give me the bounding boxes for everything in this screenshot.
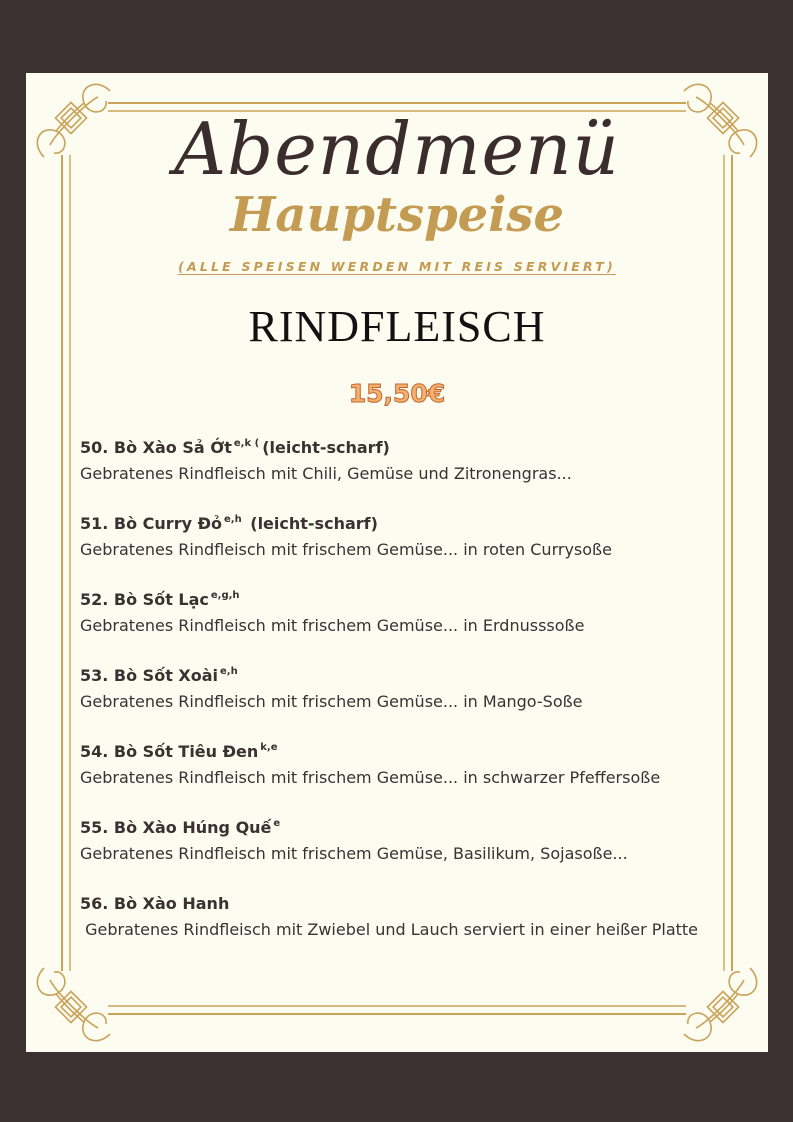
menu-item-name: 55. Bò Xào Húng Quế [80,818,272,837]
menu-item-name-line [80,435,720,461]
menu-item-name: 50. Bò Xào Sả Ớt [80,438,232,457]
menu-item-description: Gebratenes Rindfleisch mit frischem Gemüse... in Erdnusssoße [80,616,585,635]
allergen-codes: e,g,h [210,590,240,601]
menu-item [80,435,720,487]
spice-note: (leicht-scharf) [244,514,378,533]
allergen-codes: e,k ( [233,438,260,449]
menu-item-description: Gebratenes Rindfleisch mit frischem Gemüse, Basilikum, Sojasoße... [80,844,628,863]
allergen-codes: e [273,818,281,829]
menu-item-list [80,435,720,967]
menu-item-name-line [80,663,720,689]
menu-item-description: Gebratenes Rindfleisch mit frischem Gemüse... in Mango-Soße [80,692,583,711]
menu-item-name: 51. Bò Curry Đỏ [80,514,222,533]
allergen-codes: e,h [220,666,238,677]
menu-item-description: Gebratenes Rindfleisch mit Zwiebel und Lauch serviert in einer heißer Platte [80,920,699,939]
menu-item [80,815,720,867]
menu-item [80,663,720,715]
menu-item-name: 56. Bò Xào Hanh [80,894,230,913]
section-price: 15,50€ [348,379,446,408]
allergen-codes: k,e [260,742,278,753]
menu-item [80,739,720,791]
menu-item-description: Gebratenes Rindfleisch mit frischem Gemüse... in schwarzer Pfeffersoße [80,768,661,787]
menu-item-description: Gebratenes Rindfleisch mit frischem Gemüse... in roten Currysoße [80,540,612,559]
menu-item [80,511,720,563]
menu-item-name-line [80,587,720,613]
menu-item-name: 54. Bò Sốt Tiêu Đen [80,742,259,761]
menu-item-description: Gebratenes Rindfleisch mit Chili, Gemüse und Zitronengras... [80,464,572,483]
menu-item-name-line [80,891,720,917]
menu-item-name-line [80,815,720,841]
menu-item-name-line [80,511,720,537]
menu-subtitle: Hauptspeise [229,187,564,243]
menu-item [80,891,720,943]
menu-item-name: 52. Bò Sốt Lạc [80,590,209,609]
menu-item-name: 53. Bò Sốt Xoài [80,666,219,685]
rice-note [26,261,768,274]
rice-note-text: (ALLE SPEISEN WERDEN MIT REIS SERVIERT) [178,259,616,274]
spice-note: (leicht-scharf) [262,438,390,457]
menu-item [80,587,720,639]
section-heading: RINDFLEISCH [248,302,546,351]
menu-item-name-line [80,739,720,765]
menu-title: Abendmenü [174,107,620,191]
menu-page [26,73,768,1052]
allergen-codes: e,h [223,514,242,525]
